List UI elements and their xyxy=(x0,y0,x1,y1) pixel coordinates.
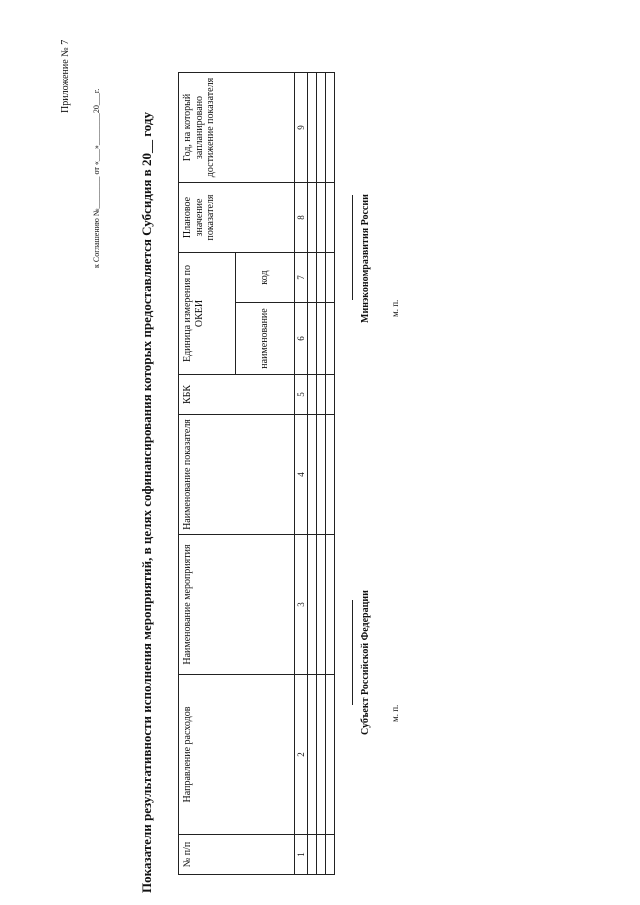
column-number: 6 xyxy=(295,303,308,375)
stamp-left: м. п. xyxy=(390,704,400,722)
header-indicator: Наименование показателя xyxy=(179,415,295,535)
header-unit-name: наименование xyxy=(236,303,295,375)
agreement-reference: к Соглашению №________ от «___»________20___г. xyxy=(92,88,101,268)
table-cell xyxy=(317,73,326,183)
table-cell xyxy=(326,835,335,875)
header-event: Наименование мероприятия xyxy=(179,535,295,675)
table-header-row xyxy=(179,73,236,875)
table-cell xyxy=(308,253,317,303)
table-row xyxy=(317,73,326,875)
signature-line-right xyxy=(352,195,353,300)
column-number: 7 xyxy=(295,253,308,303)
column-number: 5 xyxy=(295,375,308,415)
table-cell xyxy=(308,73,317,183)
table-cell xyxy=(326,375,335,415)
table-row xyxy=(326,73,335,875)
table-cell xyxy=(317,375,326,415)
column-number: 9 xyxy=(295,73,308,183)
document-title: Показатели результативности исполнения мероприятий, в целях софинансирования которых предоставляется Субсидия в 20__ году xyxy=(139,112,154,893)
header-direction: Направление расходов xyxy=(179,675,295,835)
table-cell xyxy=(308,535,317,675)
table-cell xyxy=(317,253,326,303)
table-cell xyxy=(326,415,335,535)
header-unit-code: код xyxy=(236,253,295,303)
table-cell xyxy=(326,675,335,835)
table-cell xyxy=(317,675,326,835)
table-cell xyxy=(308,183,317,253)
indicators-table xyxy=(178,72,335,875)
table-row xyxy=(308,73,317,875)
table-cell xyxy=(308,375,317,415)
stamp-right: м. п. xyxy=(390,299,400,317)
signature-label-right: Минэкономразвития России xyxy=(360,194,371,323)
column-number: 2 xyxy=(295,675,308,835)
column-number: 3 xyxy=(295,535,308,675)
table-cell xyxy=(317,183,326,253)
signature-line-left xyxy=(352,600,353,705)
header-unit: Единица измерения по ОКЕИ xyxy=(179,253,236,375)
table-cell xyxy=(317,535,326,675)
table-cell xyxy=(317,303,326,375)
table-cell xyxy=(308,675,317,835)
table-cell xyxy=(317,415,326,535)
table-cell xyxy=(326,183,335,253)
column-number-row xyxy=(295,73,308,875)
header-kbk: КБК xyxy=(179,375,295,415)
table-cell xyxy=(317,835,326,875)
table-cell xyxy=(326,73,335,183)
header-planned: Плановое значение показателя xyxy=(179,183,295,253)
table-cell xyxy=(326,303,335,375)
column-number: 1 xyxy=(295,835,308,875)
table-cell xyxy=(326,535,335,675)
annex-number: Приложение № 7 xyxy=(60,39,71,113)
header-year: Год, на который запланировано достижение показателя xyxy=(179,73,295,183)
column-number: 8 xyxy=(295,183,308,253)
header-num: № п/п xyxy=(179,835,295,875)
signature-label-left: Субъект Российской Федерации xyxy=(360,590,371,735)
table-cell xyxy=(326,253,335,303)
table-cell xyxy=(308,835,317,875)
column-number: 4 xyxy=(295,415,308,535)
table-cell xyxy=(308,415,317,535)
table-cell xyxy=(308,303,317,375)
